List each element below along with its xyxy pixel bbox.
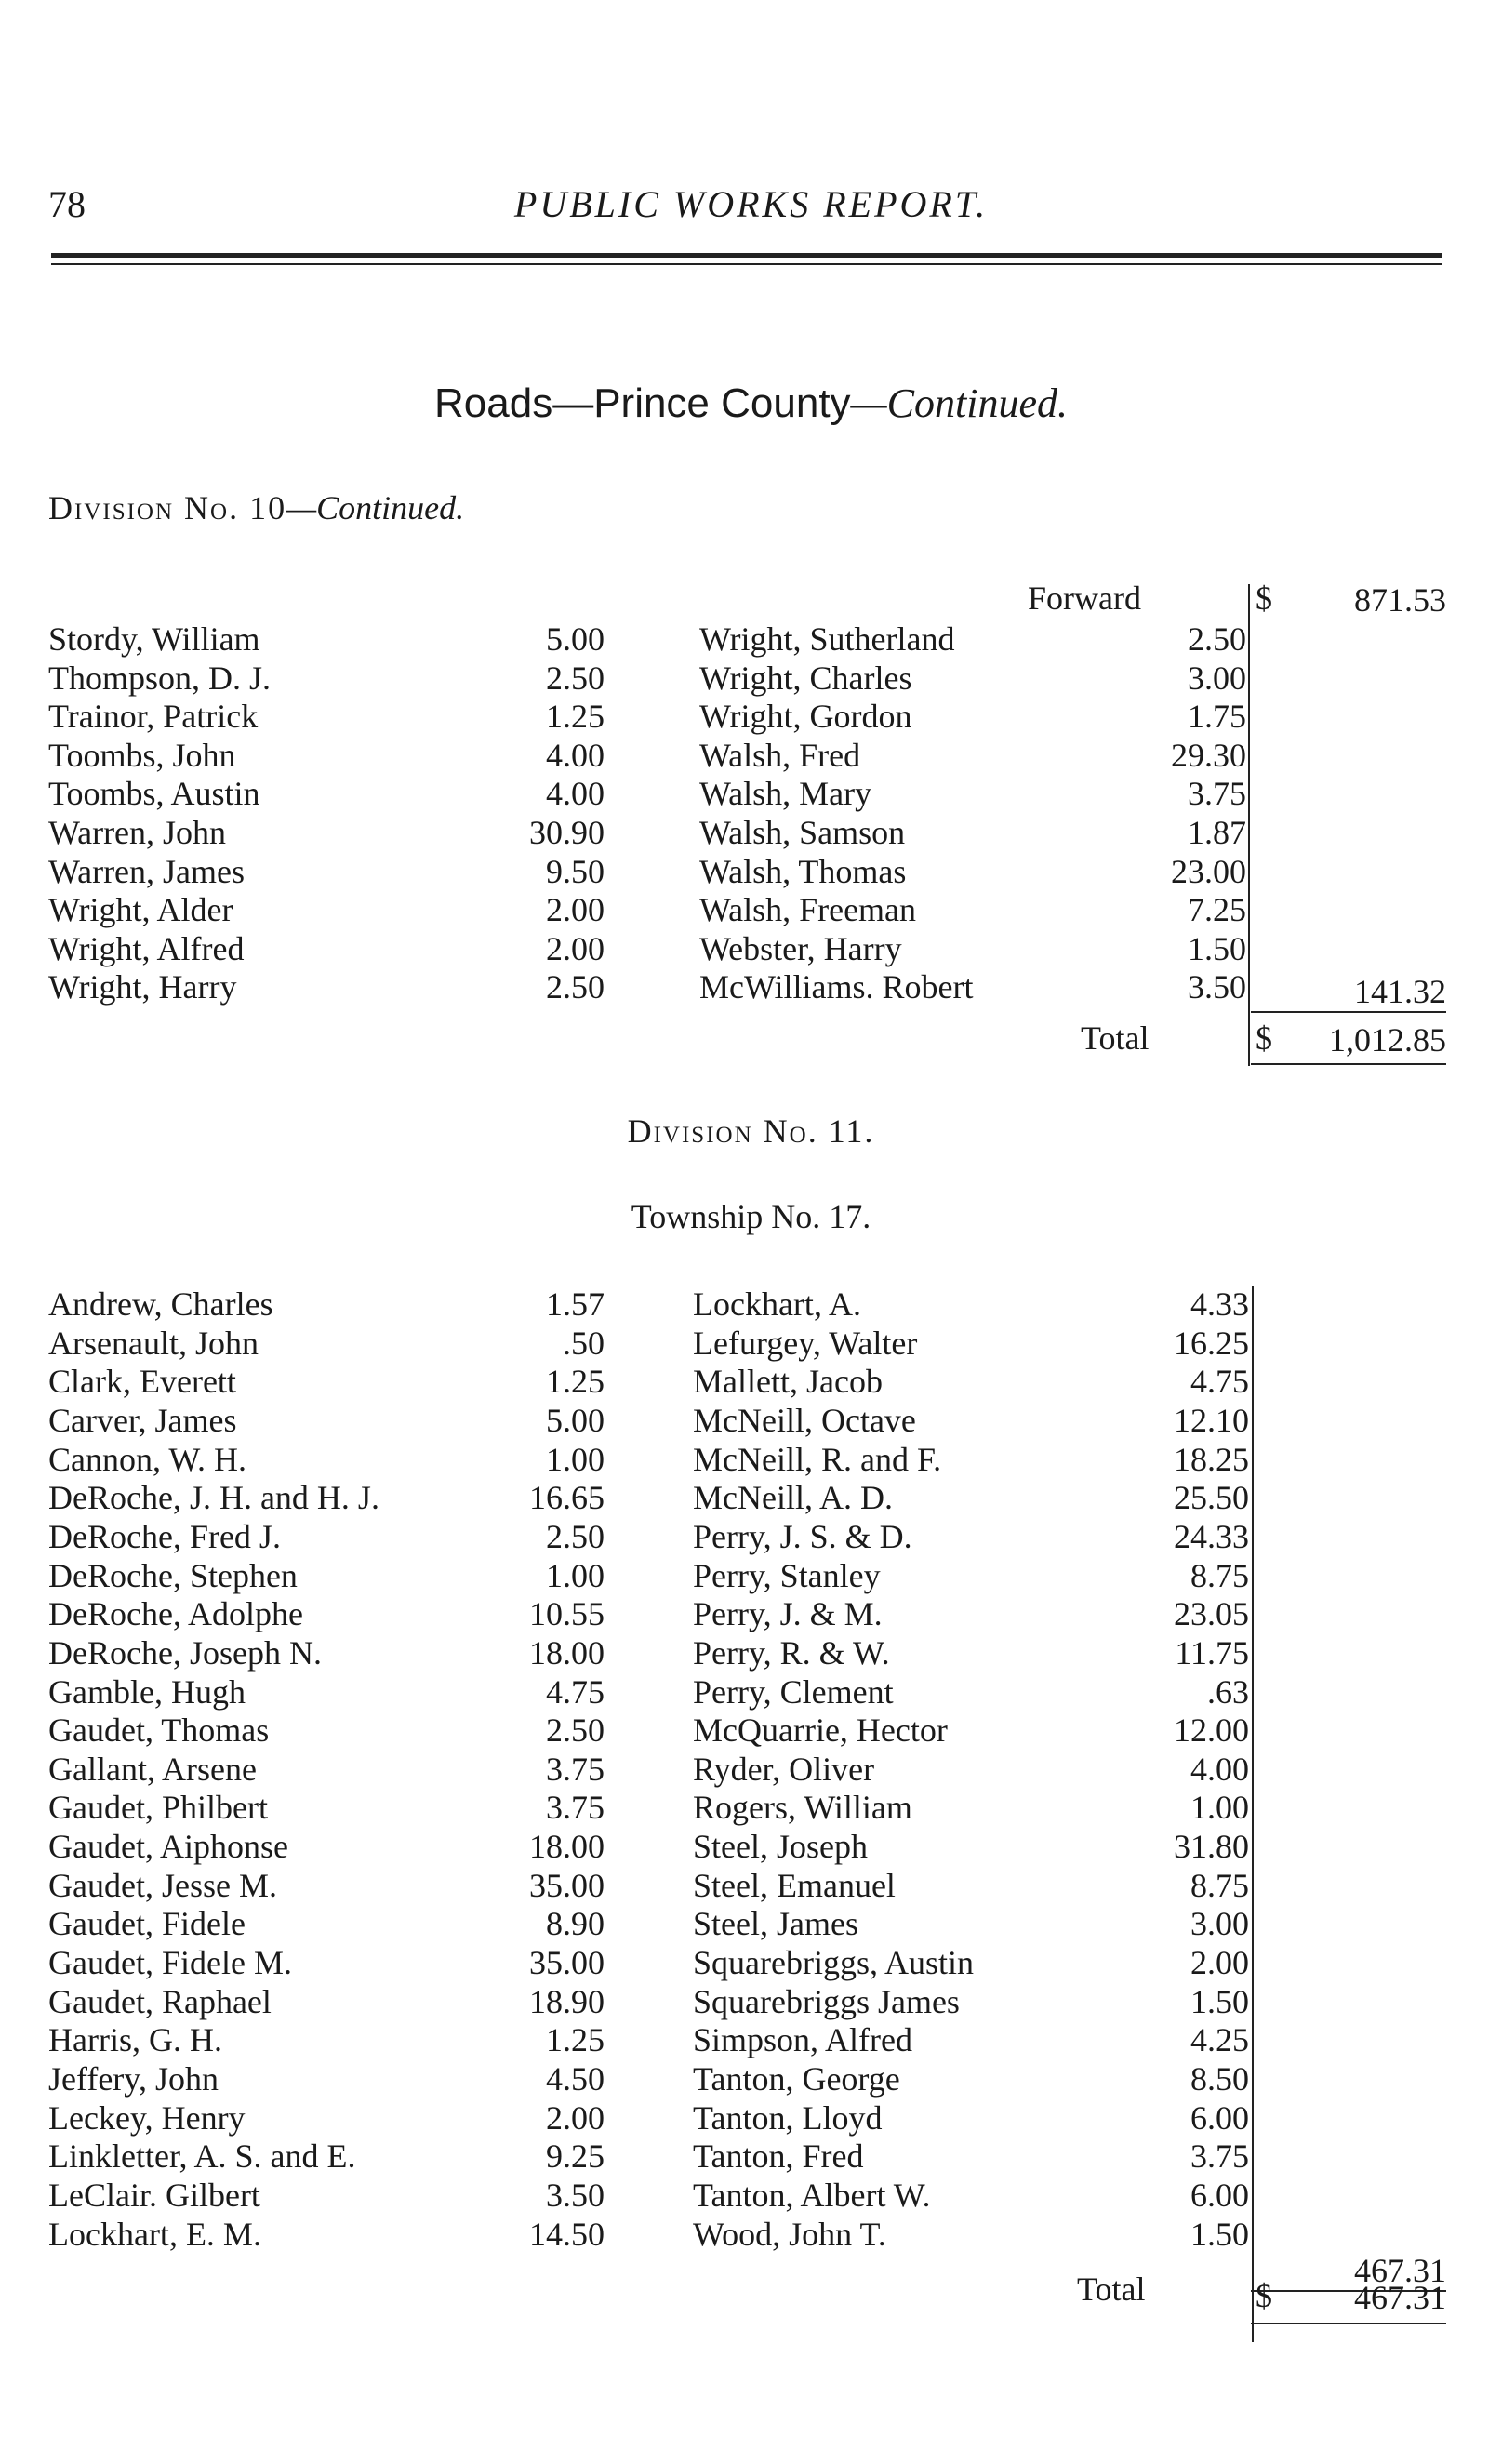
table-row xyxy=(0,1983,1502,2020)
section-title-main: Roads—Prince County xyxy=(434,380,851,426)
payee-amount: 25.50 xyxy=(1174,1479,1249,1517)
payee-amount: 24.33 xyxy=(1174,1517,1249,1555)
table-row xyxy=(0,1867,1502,1904)
payee-amount: 1.75 xyxy=(1188,698,1246,736)
payee-amount: 5.00 xyxy=(546,620,605,658)
table-row xyxy=(0,1557,1502,1594)
payee-amount: 3.75 xyxy=(546,1789,605,1827)
payee-amount: 7.25 xyxy=(1188,891,1246,929)
payee-amount: 6.00 xyxy=(1190,2098,1249,2137)
payee-name: Perry, Clement xyxy=(693,1672,894,1711)
division-10-total-amount: 1,012.85 xyxy=(1329,1021,1446,1059)
division-10-heading-text: Division No. 10 xyxy=(48,489,287,526)
payee-amount: 1.50 xyxy=(1190,2215,1249,2253)
payee-amount: 1.25 xyxy=(546,2021,605,2059)
payee-name: Toombs, John xyxy=(48,736,236,774)
payee-name: Walsh, Samson xyxy=(699,814,906,851)
payee-name: Mallett, Jacob xyxy=(693,1363,883,1401)
payee-name: Steel, Emanuel xyxy=(693,1866,896,1904)
payee-amount: .50 xyxy=(563,1324,605,1362)
table-row xyxy=(0,698,1502,735)
payee-name: McQuarrie, Hector xyxy=(693,1711,948,1750)
table-row xyxy=(0,2060,1502,2098)
table-row xyxy=(0,930,1502,967)
payee-name: Lockhart, A. xyxy=(693,1285,861,1323)
division-11-total-label: Total xyxy=(1077,2271,1146,2308)
payee-amount: 18.90 xyxy=(529,1982,605,2020)
payee-name: McNeill, A. D. xyxy=(693,1479,893,1517)
payee-amount: 12.00 xyxy=(1174,1711,1249,1750)
payee-name: Trainor, Patrick xyxy=(48,698,259,736)
division-10-subtotal-rule xyxy=(1251,1011,1446,1013)
payee-name: Gamble, Hugh xyxy=(48,1672,246,1711)
payee-name: Gaudet, Thomas xyxy=(48,1711,270,1750)
payee-name: Wright, Charles xyxy=(699,659,912,697)
payee-amount: 4.75 xyxy=(1190,1363,1249,1401)
payee-amount: 2.00 xyxy=(546,929,605,967)
header-rule-thin xyxy=(51,263,1442,265)
payee-amount: 2.50 xyxy=(546,1711,605,1750)
payee-amount: 4.00 xyxy=(1190,1750,1249,1788)
payee-name: McWilliams. Robert xyxy=(699,968,974,1006)
table-row xyxy=(0,891,1502,928)
payee-amount: 8.75 xyxy=(1190,1866,1249,1904)
payee-amount: 3.00 xyxy=(1188,659,1246,697)
section-title xyxy=(0,380,1502,427)
payee-amount: 1.50 xyxy=(1190,1982,1249,2020)
payee-name: Gaudet, Jesse M. xyxy=(48,1866,277,1904)
payee-name: DeRoche, Fred J. xyxy=(48,1517,281,1555)
table-row xyxy=(0,1441,1502,1478)
payee-amount: 23.05 xyxy=(1174,1595,1249,1633)
payee-amount: 16.65 xyxy=(529,1479,605,1517)
header-rule-thick xyxy=(51,253,1442,258)
payee-amount: 2.00 xyxy=(546,2098,605,2137)
payee-amount: 2.50 xyxy=(546,968,605,1006)
payee-amount: 3.50 xyxy=(1188,968,1246,1006)
division-10-subtotal: 141.32 xyxy=(1354,973,1446,1010)
payee-name: Stordy, William xyxy=(48,620,260,658)
township-heading: Township No. 17. xyxy=(631,1198,871,1235)
table-row xyxy=(0,1634,1502,1672)
payee-amount: 1.57 xyxy=(546,1285,605,1323)
table-row xyxy=(0,775,1502,812)
payee-amount: 5.00 xyxy=(546,1401,605,1439)
table-row xyxy=(0,1751,1502,1788)
table-row xyxy=(0,1711,1502,1749)
division-11-total-amount: 467.31 xyxy=(1354,2279,1446,2316)
table-row xyxy=(0,2138,1502,2175)
payee-amount: 18.00 xyxy=(529,1828,605,1866)
payee-name: Wood, John T. xyxy=(693,2215,886,2253)
payee-amount: 2.00 xyxy=(1190,1944,1249,1982)
payee-amount: 4.50 xyxy=(546,2060,605,2098)
payee-name: Walsh, Thomas xyxy=(699,852,907,890)
payee-amount: 8.90 xyxy=(546,1905,605,1943)
division-10-total-dollar: $ xyxy=(1256,1019,1272,1057)
payee-amount: 3.00 xyxy=(1190,1905,1249,1943)
payee-amount: 4.25 xyxy=(1190,2021,1249,2059)
table-row xyxy=(0,1402,1502,1439)
payee-name: Simpson, Alfred xyxy=(693,2021,913,2059)
payee-name: Gaudet, Fidele M. xyxy=(48,1944,292,1982)
payee-name: Toombs, Austin xyxy=(48,775,260,813)
table-row xyxy=(0,1325,1502,1362)
payee-amount: 2.50 xyxy=(546,1517,605,1555)
payee-name: Perry, R. & W. xyxy=(693,1633,890,1672)
payee-name: Ryder, Oliver xyxy=(693,1750,875,1788)
payee-name: Andrew, Charles xyxy=(48,1285,273,1323)
payee-amount: 1.00 xyxy=(546,1556,605,1594)
payee-name: Gaudet, Fidele xyxy=(48,1905,246,1943)
payee-amount: 29.30 xyxy=(1171,736,1246,774)
payee-amount: 1.00 xyxy=(546,1440,605,1478)
payee-amount: 35.00 xyxy=(529,1866,605,1904)
division-10-heading xyxy=(48,488,464,527)
table-row xyxy=(0,737,1502,774)
payee-name: Lefurgey, Walter xyxy=(693,1324,918,1362)
payee-amount: 18.25 xyxy=(1174,1440,1249,1478)
division-11-total-rule xyxy=(1251,2323,1446,2324)
division-11-heading: Division No. 11. xyxy=(627,1112,875,1150)
payee-amount: 4.00 xyxy=(546,736,605,774)
payee-amount: 11.75 xyxy=(1175,1633,1249,1672)
payee-name: Walsh, Freeman xyxy=(699,891,917,929)
payee-name: Webster, Harry xyxy=(699,929,902,967)
payee-name: Linkletter, A. S. and E. xyxy=(48,2138,356,2176)
payee-name: Squarebriggs, Austin xyxy=(693,1944,974,1982)
payee-amount: 6.00 xyxy=(1190,2176,1249,2214)
division-10-column-rule xyxy=(1248,584,1250,1066)
payee-name: Clark, Everett xyxy=(48,1363,236,1401)
payee-name: Perry, J. & M. xyxy=(693,1595,883,1633)
page-number: 78 xyxy=(48,183,86,225)
payee-name: Warren, James xyxy=(48,852,246,890)
table-row xyxy=(0,1479,1502,1516)
payee-name: McNeill, R. and F. xyxy=(693,1440,942,1478)
division-10-total-label: Total xyxy=(1081,1019,1150,1057)
payee-name: Gallant, Arsene xyxy=(48,1750,257,1788)
payee-name: Carver, James xyxy=(48,1401,237,1439)
payee-name: DeRoche, Adolphe xyxy=(48,1595,303,1633)
payee-name: Jeffery, John xyxy=(48,2060,219,2098)
table-row xyxy=(0,2177,1502,2214)
payee-name: Wright, Harry xyxy=(48,968,237,1006)
table-row xyxy=(0,1789,1502,1826)
payee-amount: 2.00 xyxy=(546,891,605,929)
payee-name: Walsh, Fred xyxy=(699,736,861,774)
running-head: PUBLIC WORKS REPORT. xyxy=(513,183,989,225)
payee-amount: 14.50 xyxy=(529,2215,605,2253)
table-row xyxy=(0,1828,1502,1865)
division-10-total-rule xyxy=(1251,1063,1446,1065)
payee-amount: 2.50 xyxy=(1188,620,1246,658)
table-row xyxy=(0,814,1502,851)
payee-name: DeRoche, J. H. and H. J. xyxy=(48,1479,379,1517)
forward-dollar: $ xyxy=(1256,579,1272,617)
payee-amount: 23.00 xyxy=(1171,852,1246,890)
table-row xyxy=(0,2216,1502,2253)
payee-name: Steel, Joseph xyxy=(693,1828,868,1866)
payee-amount: 3.50 xyxy=(546,2176,605,2214)
table-row xyxy=(0,1595,1502,1632)
payee-amount: 3.75 xyxy=(1188,775,1246,813)
payee-name: Gaudet, Philbert xyxy=(48,1789,268,1827)
payee-amount: 35.00 xyxy=(529,1944,605,1982)
payee-amount: 12.10 xyxy=(1174,1401,1249,1439)
payee-name: Perry, Stanley xyxy=(693,1556,881,1594)
payee-amount: 3.75 xyxy=(1190,2138,1249,2176)
payee-name: Wright, Sutherland xyxy=(699,620,955,658)
payee-name: Arsenault, John xyxy=(48,1324,259,1362)
table-row xyxy=(0,1673,1502,1711)
payee-name: Tanton, Fred xyxy=(693,2138,864,2176)
table-row xyxy=(0,2021,1502,2058)
payee-amount: 16.25 xyxy=(1174,1324,1249,1362)
table-row xyxy=(0,1944,1502,1981)
payee-amount: 1.87 xyxy=(1188,814,1246,851)
payee-name: Harris, G. H. xyxy=(48,2021,222,2059)
payee-amount: 30.90 xyxy=(529,814,605,851)
payee-name: DeRoche, Stephen xyxy=(48,1556,298,1594)
payee-name: Tanton, Albert W. xyxy=(693,2176,931,2214)
table-row xyxy=(0,1905,1502,1942)
table-row xyxy=(0,1518,1502,1555)
payee-name: Cannon, W. H. xyxy=(48,1440,247,1478)
payee-name: Rogers, William xyxy=(693,1789,912,1827)
payee-name: Gaudet, Raphael xyxy=(48,1982,272,2020)
payee-amount: 9.50 xyxy=(546,852,605,890)
payee-name: Wright, Alder xyxy=(48,891,233,929)
payee-amount: 31.80 xyxy=(1174,1828,1249,1866)
payee-name: Tanton, George xyxy=(693,2060,900,2098)
table-row xyxy=(0,2099,1502,2137)
division-11-total-dollar: $ xyxy=(1256,2277,1272,2314)
table-row xyxy=(0,853,1502,890)
division-11-subtotal: 467.31 xyxy=(1354,2252,1446,2289)
payee-amount: 1.25 xyxy=(546,698,605,736)
division-10-heading-continued: —Continued. xyxy=(286,489,465,526)
payee-name: Thompson, D. J. xyxy=(48,659,272,697)
table-row xyxy=(0,1363,1502,1400)
payee-name: Lockhart, E. M. xyxy=(48,2215,261,2253)
payee-amount: 8.75 xyxy=(1190,1556,1249,1594)
payee-amount: 2.50 xyxy=(546,659,605,697)
forward-label: Forward xyxy=(1028,579,1141,617)
payee-amount: 18.00 xyxy=(529,1633,605,1672)
payee-name: DeRoche, Joseph N. xyxy=(48,1633,322,1672)
payee-amount: .63 xyxy=(1207,1672,1249,1711)
payee-amount: 9.25 xyxy=(546,2138,605,2176)
payee-name: Perry, J. S. & D. xyxy=(693,1517,912,1555)
table-row xyxy=(0,659,1502,697)
table-row xyxy=(0,1285,1502,1323)
division-11-column-rule xyxy=(1252,1286,1254,2342)
payee-name: Wright, Alfred xyxy=(48,929,245,967)
payee-name: Wright, Gordon xyxy=(699,698,912,736)
payee-name: LeClair. Gilbert xyxy=(48,2176,260,2214)
payee-amount: 8.50 xyxy=(1190,2060,1249,2098)
section-title-continued: —Continued. xyxy=(850,380,1068,426)
payee-name: Warren, John xyxy=(48,814,227,851)
payee-name: Walsh, Mary xyxy=(699,775,872,813)
payee-amount: 4.33 xyxy=(1190,1285,1249,1323)
payee-name: Tanton, Lloyd xyxy=(693,2098,883,2137)
payee-amount: 4.00 xyxy=(546,775,605,813)
payee-amount: 3.75 xyxy=(546,1750,605,1788)
forward-amount: 871.53 xyxy=(1354,581,1446,619)
payee-amount: 1.00 xyxy=(1190,1789,1249,1827)
payee-name: Squarebriggs James xyxy=(693,1982,960,2020)
table-row xyxy=(0,968,1502,1006)
payee-amount: 10.55 xyxy=(529,1595,605,1633)
payee-name: Gaudet, Aiphonse xyxy=(48,1828,288,1866)
table-row xyxy=(0,620,1502,658)
payee-name: Leckey, Henry xyxy=(48,2098,246,2137)
payee-name: Steel, James xyxy=(693,1905,858,1943)
payee-amount: 4.75 xyxy=(546,1672,605,1711)
payee-amount: 1.50 xyxy=(1188,929,1246,967)
payee-name: McNeill, Octave xyxy=(693,1401,916,1439)
payee-amount: 1.25 xyxy=(546,1363,605,1401)
